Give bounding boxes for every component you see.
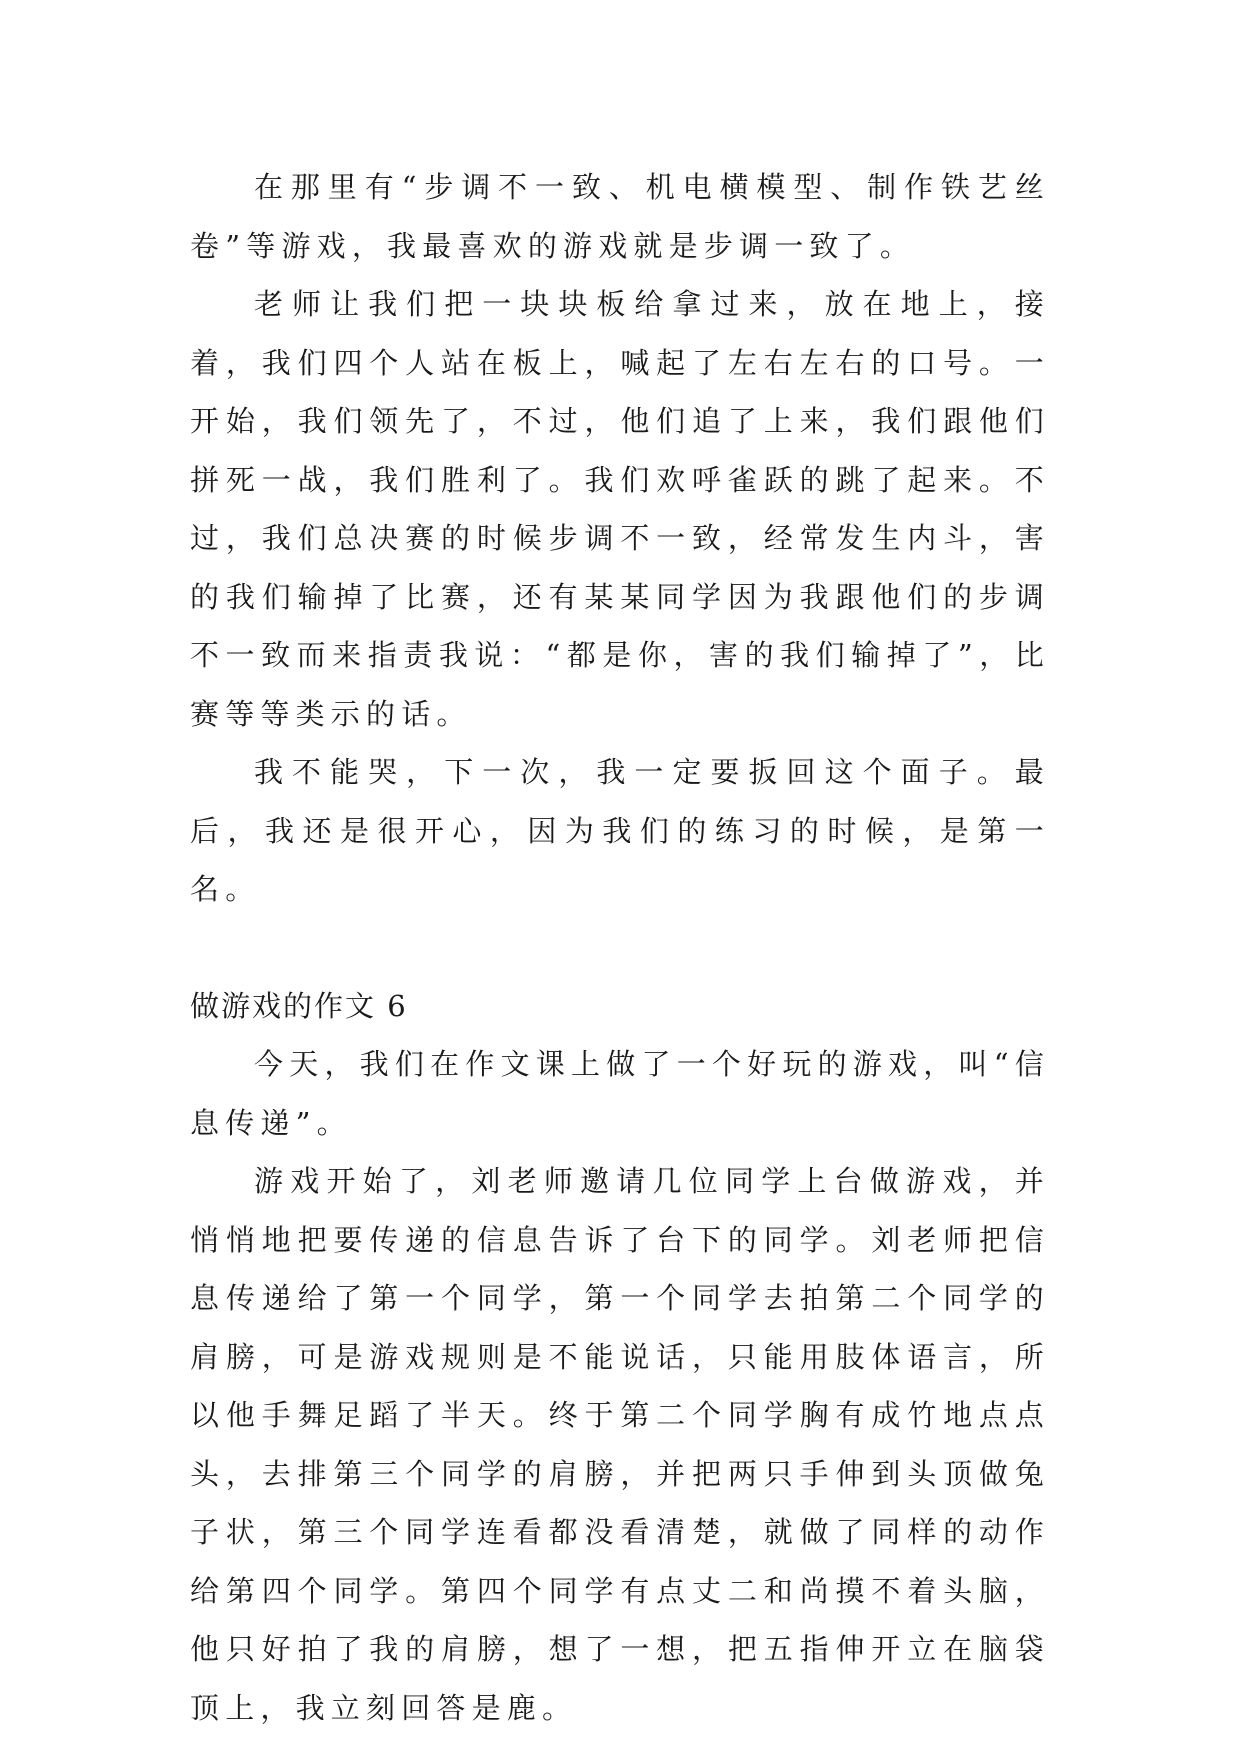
paragraph: 今天，我们在作文课上做了一个好玩的游戏，叫“信息传递”。 [190,1047,1050,1140]
section-gap [190,919,1050,977]
paragraph: 在那里有“步调不一致、机电横模型、制作铁艺丝卷”等游戏，我最喜欢的游戏就是步调一致了。 [190,170,1050,263]
paragraph: 我不能哭，下一次，我一定要扳回这个面子。最后，我还是很开心，因为我们的练习的时候，是第一名。 [190,755,1050,906]
paragraph: 游戏开始了，刘老师邀请几位同学上台做游戏，并悄悄地把要传递的信息告诉了台下的同学。刘老师把信息传递给了第一个同学，第一个同学去拍第二个同学的肩膀，可是游戏规则是不能说话，只能用肢体语言，所以他手舞足蹈了半天。终于第二个同学胸有成竹地点点头，去排第三个同学的肩膀，并把两只手伸到头顶做兔子状，第三个同学连看都没看清楚，就做了同样的动作给第四个同学。第四个同学有点丈二和尚摸不着头脑，他只好拍了我的肩膀，想了一想，把五指伸开立在脑袋顶上，我立刻回答是鹿。 [190,1164,1050,1725]
document-page [190,158,1050,1737]
paragraph: 老师让我们把一块块板给拿过来，放在地上，接着，我们四个人站在板上，喊起了左右左右的口号。一开始，我们领先了，不过，他们追了上来，我们跟他们拼死一战，我们胜利了。我们欢呼雀跃的跳了起来。不过，我们总决赛的时候步调不一致，经常发生内斗，害的我们输掉了比赛，还有某某同学因为我跟他们的步调不一致而来指责我说：“都是你，害的我们输掉了”，比赛等等类示的话。 [190,287,1050,731]
section-title: 做游戏的作文 6 [190,988,408,1023]
